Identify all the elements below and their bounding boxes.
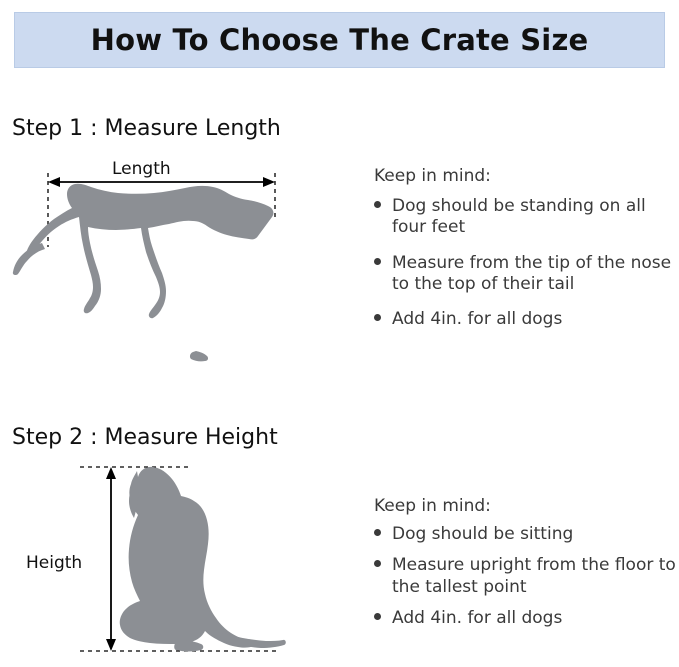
step-1-figure <box>10 155 340 390</box>
dog-front-paw <box>174 641 203 652</box>
note-text: Measure upright from the floor to the tallest point <box>392 555 676 597</box>
height-dimension-label: Heigth <box>22 553 86 573</box>
bullet-icon <box>374 560 381 567</box>
step-1-heading: Step 1 : Measure Length <box>12 116 281 141</box>
step-2-heading: Step 2 : Measure Height <box>12 425 278 450</box>
list-item <box>374 524 679 545</box>
note-text: Dog should be standing on all four feet <box>392 196 646 238</box>
step-1-notes <box>374 166 679 344</box>
step-1-note-list <box>374 196 679 330</box>
dog-sitting-tail <box>220 633 286 648</box>
dog-standing-silhouette <box>26 184 274 319</box>
height-arrow-head-top <box>106 467 116 479</box>
note-text: Dog should be sitting <box>392 524 574 544</box>
bullet-icon <box>374 258 381 265</box>
note-text: Add 4in. for all dogs <box>392 309 563 329</box>
list-item <box>374 555 679 598</box>
dog-paw-front <box>190 351 208 361</box>
step-2-notes <box>374 496 679 639</box>
note-text: Add 4in. for all dogs <box>392 607 563 628</box>
height-arrow-head-bottom <box>106 639 116 651</box>
step-1-notes-title: Keep in mind: <box>374 166 491 186</box>
bullet-icon <box>374 529 381 536</box>
title-banner <box>14 12 665 68</box>
list-item <box>374 309 679 330</box>
list-item <box>374 196 679 239</box>
list-item <box>374 608 679 629</box>
step-2-notes-title: Keep in mind: <box>374 496 491 516</box>
length-arrow-head-left <box>48 177 60 187</box>
bullet-icon <box>374 314 381 321</box>
list-item <box>374 253 679 296</box>
bullet-icon <box>374 613 381 620</box>
dog-sitting-silhouette <box>120 467 256 648</box>
standing-dog-diagram <box>10 155 340 390</box>
length-dimension-label: Length <box>108 159 175 179</box>
step-2-note-list <box>374 524 679 629</box>
length-arrow-head-right <box>263 177 275 187</box>
page-title: How To Choose The Crate Size <box>90 23 589 57</box>
note-text: Measure from the tip of the nose to the top of their tail <box>392 252 672 294</box>
bullet-icon <box>374 201 381 208</box>
